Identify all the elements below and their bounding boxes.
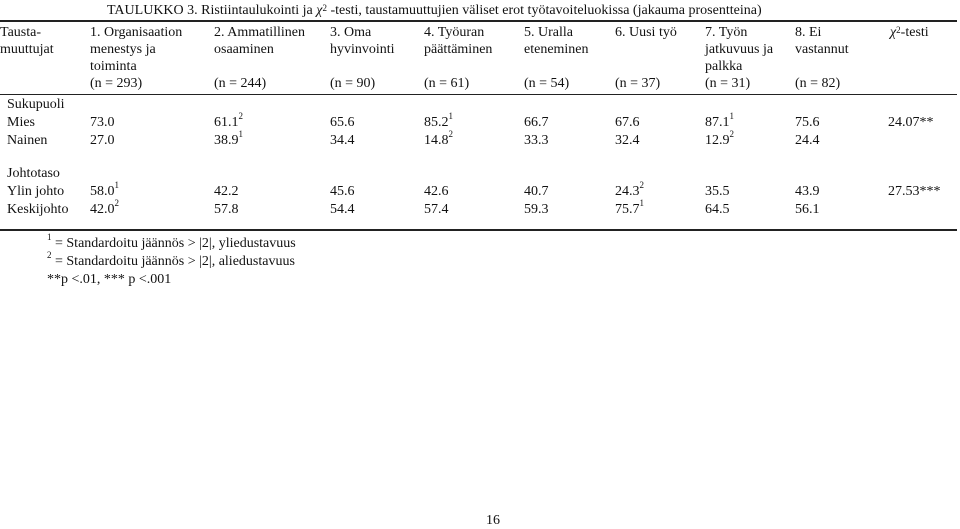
table-cell: 32.4 <box>615 133 640 148</box>
header-col-8: 8. Ei vastannut (n = 82) <box>795 25 849 91</box>
caption-prefix: TAULUKKO 3. Ristiintaulukointi ja <box>107 3 317 18</box>
table-cell: 57.8 <box>214 202 239 217</box>
chi-value: 27.53*** <box>888 184 941 199</box>
table-cell: 54.4 <box>330 202 355 217</box>
table-cell: 14.8$^2$ <box>424 129 453 148</box>
footnote: $^2$ = Standardoitu jäännös > |2|, aliedustavuus <box>47 250 295 269</box>
section-title: Sukupuoli <box>7 97 65 112</box>
header-col-7: 7. Työn jatkuvuus ja palkka (n = 31) <box>705 25 774 91</box>
table-cell: 75.7$^1$ <box>615 198 644 217</box>
table-cell: 35.5 <box>705 184 730 199</box>
header-chi-test: $\chi^2$-testi <box>890 25 929 40</box>
header-rule <box>0 94 957 95</box>
table-cell: 38.9$^1$ <box>214 129 243 148</box>
table-cell: 59.3 <box>524 202 549 217</box>
table-cell: 57.4 <box>424 202 449 217</box>
row-label: Nainen <box>7 133 48 148</box>
table-cell: 24.4 <box>795 133 820 148</box>
caption-suffix: -testi, taustamuuttujien väliset erot työtavoiteluokissa (jakauma prosentteina) <box>326 3 762 18</box>
table-cell: 40.7 <box>524 184 549 199</box>
bottom-rule <box>0 229 957 231</box>
table-cell: 87.1$^1$ <box>705 111 734 130</box>
top-rule <box>0 20 957 22</box>
row-label: Keskijohto <box>7 202 69 217</box>
header-col-4: 4. Työuran päättäminen (n = 61) <box>424 25 493 91</box>
table-cell: 65.6 <box>330 115 355 130</box>
row-label: Mies <box>7 115 35 130</box>
table-cell: 43.9 <box>795 184 820 199</box>
header-col-6: 6. Uusi työ (n = 37) <box>615 25 677 91</box>
table-cell: 73.0 <box>90 115 115 130</box>
footnote: $^1$ = Standardoitu jäännös > |2|, yliedustavuus <box>47 232 296 251</box>
table-cell: 33.3 <box>524 133 549 148</box>
table-cell: 85.2$^1$ <box>424 111 453 130</box>
table-caption <box>107 2 762 19</box>
table-cell: 45.6 <box>330 184 355 199</box>
table-cell: 75.6 <box>795 115 820 130</box>
table-cell: 34.4 <box>330 133 355 148</box>
table-cell: 42.2 <box>214 184 239 199</box>
table-cell: 56.1 <box>795 202 820 217</box>
table-cell: 42.0$^2$ <box>90 198 119 217</box>
table-cell: 67.6 <box>615 115 640 130</box>
header-col-1: 1. Organisaation menestys ja toiminta (n = 293) <box>90 25 183 91</box>
table-cell: 58.0$^1$ <box>90 180 119 199</box>
caption-chi-exponent: 2 <box>322 3 327 13</box>
header-background-var: Tausta- muuttujat <box>0 25 54 57</box>
table-cell: 12.9$^2$ <box>705 129 734 148</box>
row-label: Ylin johto <box>7 184 65 199</box>
header-col-5: 5. Uralla eteneminen (n = 54) <box>524 25 589 91</box>
page-number: 16 <box>486 513 500 528</box>
table-cell: 42.6 <box>424 184 449 199</box>
caption-chi-symbol: χ <box>316 3 323 18</box>
table-cell: 27.0 <box>90 133 115 148</box>
header-col-2: 2. Ammatillinen osaaminen (n = 244) <box>214 25 305 91</box>
table-cell: 64.5 <box>705 202 730 217</box>
header-col-3: 3. Oma hyvinvointi (n = 90) <box>330 25 395 91</box>
footnote: **p <.01, *** p <.001 <box>47 272 172 287</box>
chi-value: 24.07** <box>888 115 934 130</box>
table-cell: 66.7 <box>524 115 549 130</box>
table-cell: 24.3$^2$ <box>615 180 644 199</box>
table-cell: 61.1$^2$ <box>214 111 243 130</box>
section-title: Johtotaso <box>7 166 60 181</box>
